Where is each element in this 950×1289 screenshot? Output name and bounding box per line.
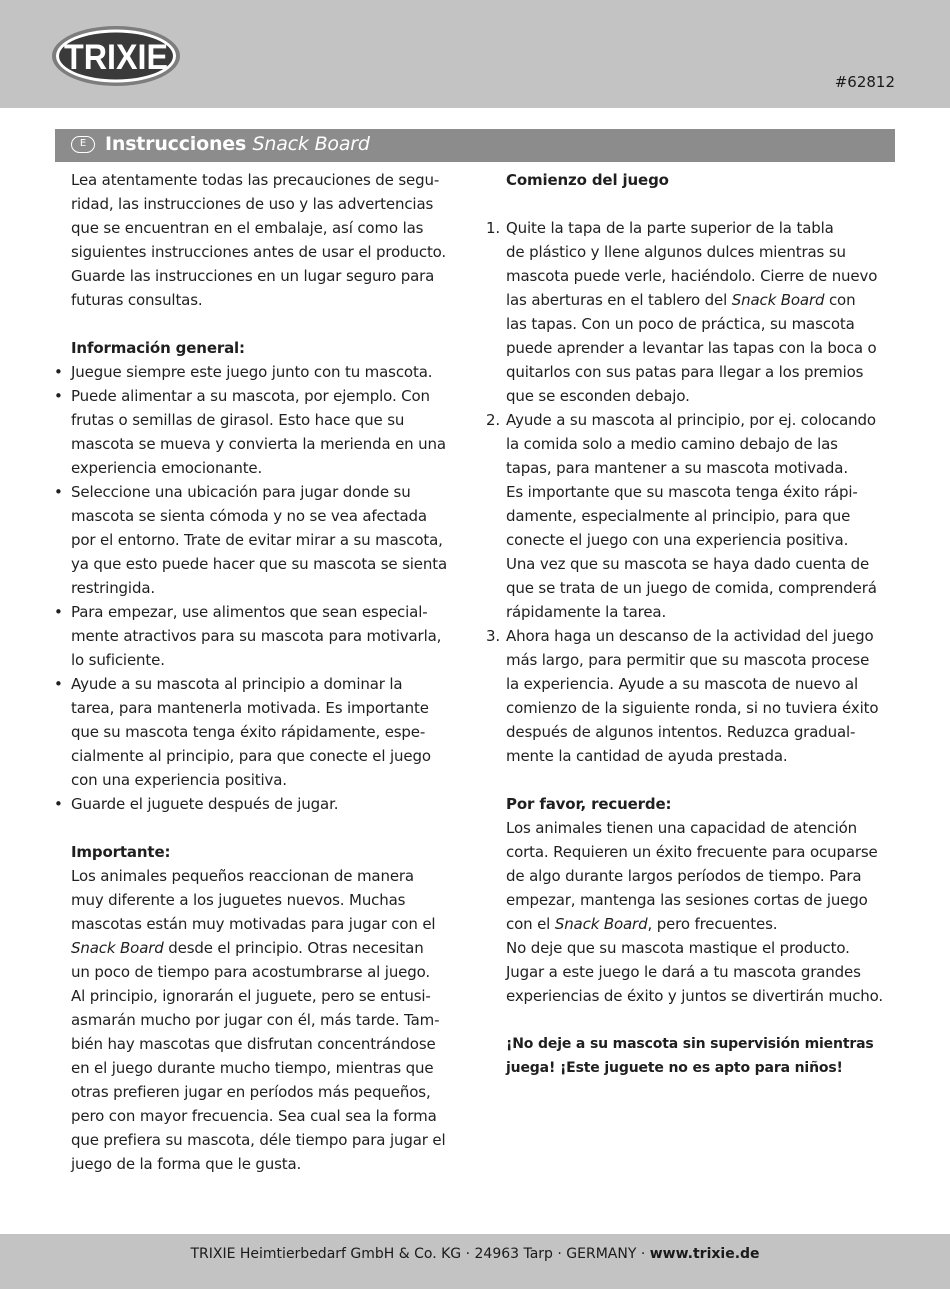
title-product: Snack Board [252,133,370,155]
list-item: 3. Ahora haga un descanso de la actividad del juego más largo, para permitir que su mascota procese la experiencia. Ayude a su mascota de nuevo al comienzo de la siguiente ronda, si no tuviera éxito después de algunos intentos. Reduzca gradual- mente la cantidad de ayuda prestada. [506,624,911,768]
remember-heading: Por favor, recuerde: [506,795,672,813]
list-item: • Puede alimentar a su mascota, por ejemplo. Con frutas o semillas de girasol. Esto hace que su mascota se mueva y convierta la merienda en una experiencia emocionante. [71,384,471,480]
footer-bar [0,1234,950,1289]
product-code: #62812 [834,73,895,91]
important-paragraph: Los animales pequeños reaccionan de manera muy diferente a los juguetes nuevos. Muchas mascotas están muy motivadas para jugar con el Snack Board desde el principio. Otras necesitan un poco de tiempo para acostumbrarse al juego. Al principio, ignorarán el juguete, pero se entusi- asmarán mucho por jugar con él, más tarde. Tam- bién hay mascotas que disfrutan concentrándose en el juego durante mucho tiempo, mientras que otras prefieren jugar en períodos más pequeños, pero con mayor frecuencia. Sea cual sea la forma que prefiera su mascota, déle tiempo para jugar el juego de la forma que le gusta. [71,867,446,1173]
list-item: • Seleccione una ubicación para jugar donde su mascota se sienta cómoda y no se vea afectada por el entorno. Trate de evitar mirar a su mascota, ya que esto puede hacer que su mascota se sienta restringida. [71,480,471,600]
svg-text:TRIXIE: TRIXIE [64,38,168,77]
intro-paragraph: Lea atentamente todas las precauciones de segu- ridad, las instrucciones de uso y las advertencias que se encuentran en el embalaje, así como las siguientes instrucciones antes de usar el producto. Guarde las instrucciones en un lugar seguro para futuras consultas. [71,171,447,309]
supervision-warning: ¡No deje a su mascota sin supervisión mientras juega! ¡Este juguete no es apto para niños! [506,1036,874,1076]
left-column [71,168,471,1176]
step-number: 1. [486,219,501,237]
title-main: Instrucciones [105,133,247,155]
general-info-heading: Información general: [71,339,245,357]
section-title-bar [55,129,895,162]
game-start-heading: Comienzo del juego [506,171,669,189]
header-bar [0,0,950,108]
trixie-logo [50,24,182,88]
important-heading: Importante: [71,843,171,861]
list-item: • Guarde el juguete después de jugar. [71,792,471,816]
language-badge: E [71,136,95,153]
list-item: • Ayude a su mascota al principio a dominar la tarea, para mantenerla motivada. Es importante que su mascota tenga éxito rápidamente, espe- cialmente al principio, para que conecte el juego con una experiencia positiva. [71,672,471,792]
list-item: • Para empezar, use alimentos que sean especial- mente atractivos para su mascota para motivarla, lo suficiente. [71,600,471,672]
page-title [105,133,370,155]
footer-address: TRIXIE Heimtierbedarf GmbH & Co. KG · 24963 Tarp · GERMANY · www.trixie.de [190,1246,760,1262]
step-number: 2. [486,411,501,429]
list-item: 2. Ayude a su mascota al principio, por ej. colocando la comida solo a medio camino debajo de las tapas, para mantener a su mascota motivada. Es importante que su mascota tenga éxito rápi- damente, especialmente al principio, para que conecte el juego con una experiencia positiva. Una vez que su mascota se haya dado cuenta de que se trata de un juego de comida, comprenderá rápidamente la tarea. [506,408,911,624]
step-number: 3. [486,627,501,645]
remember-paragraph: Los animales tienen una capacidad de atención corta. Requieren un éxito frecuente para ocuparse de algo durante largos períodos de tiempo. Para empezar, mantenga las sesiones cortas de juego con el Snack Board, pero frecuentes. No deje que su mascota mastique el producto. Jugar a este juego le dará a tu mascota grandes experiencias de éxito y juntos se divertirán mucho. [506,819,884,1005]
list-item: 1. Quite la tapa de la parte superior de la tabla de plástico y llene algunos dulces mientras su mascota puede verle, haciéndolo. Cierre de nuevo las aberturas en el tablero del Snack Board con las tapas. Con un poco de práctica, su mascota puede aprender a levantar las tapas con la boca o quitarlos con sus patas para llegar a los premios que se esconden debajo. [506,216,911,408]
list-item: • Juegue siempre este juego junto con tu mascota. [71,360,471,384]
right-column [486,168,911,1080]
general-info-list [71,360,471,816]
game-steps-list [486,216,911,768]
website-link[interactable]: www.trixie.de [649,1246,760,1262]
